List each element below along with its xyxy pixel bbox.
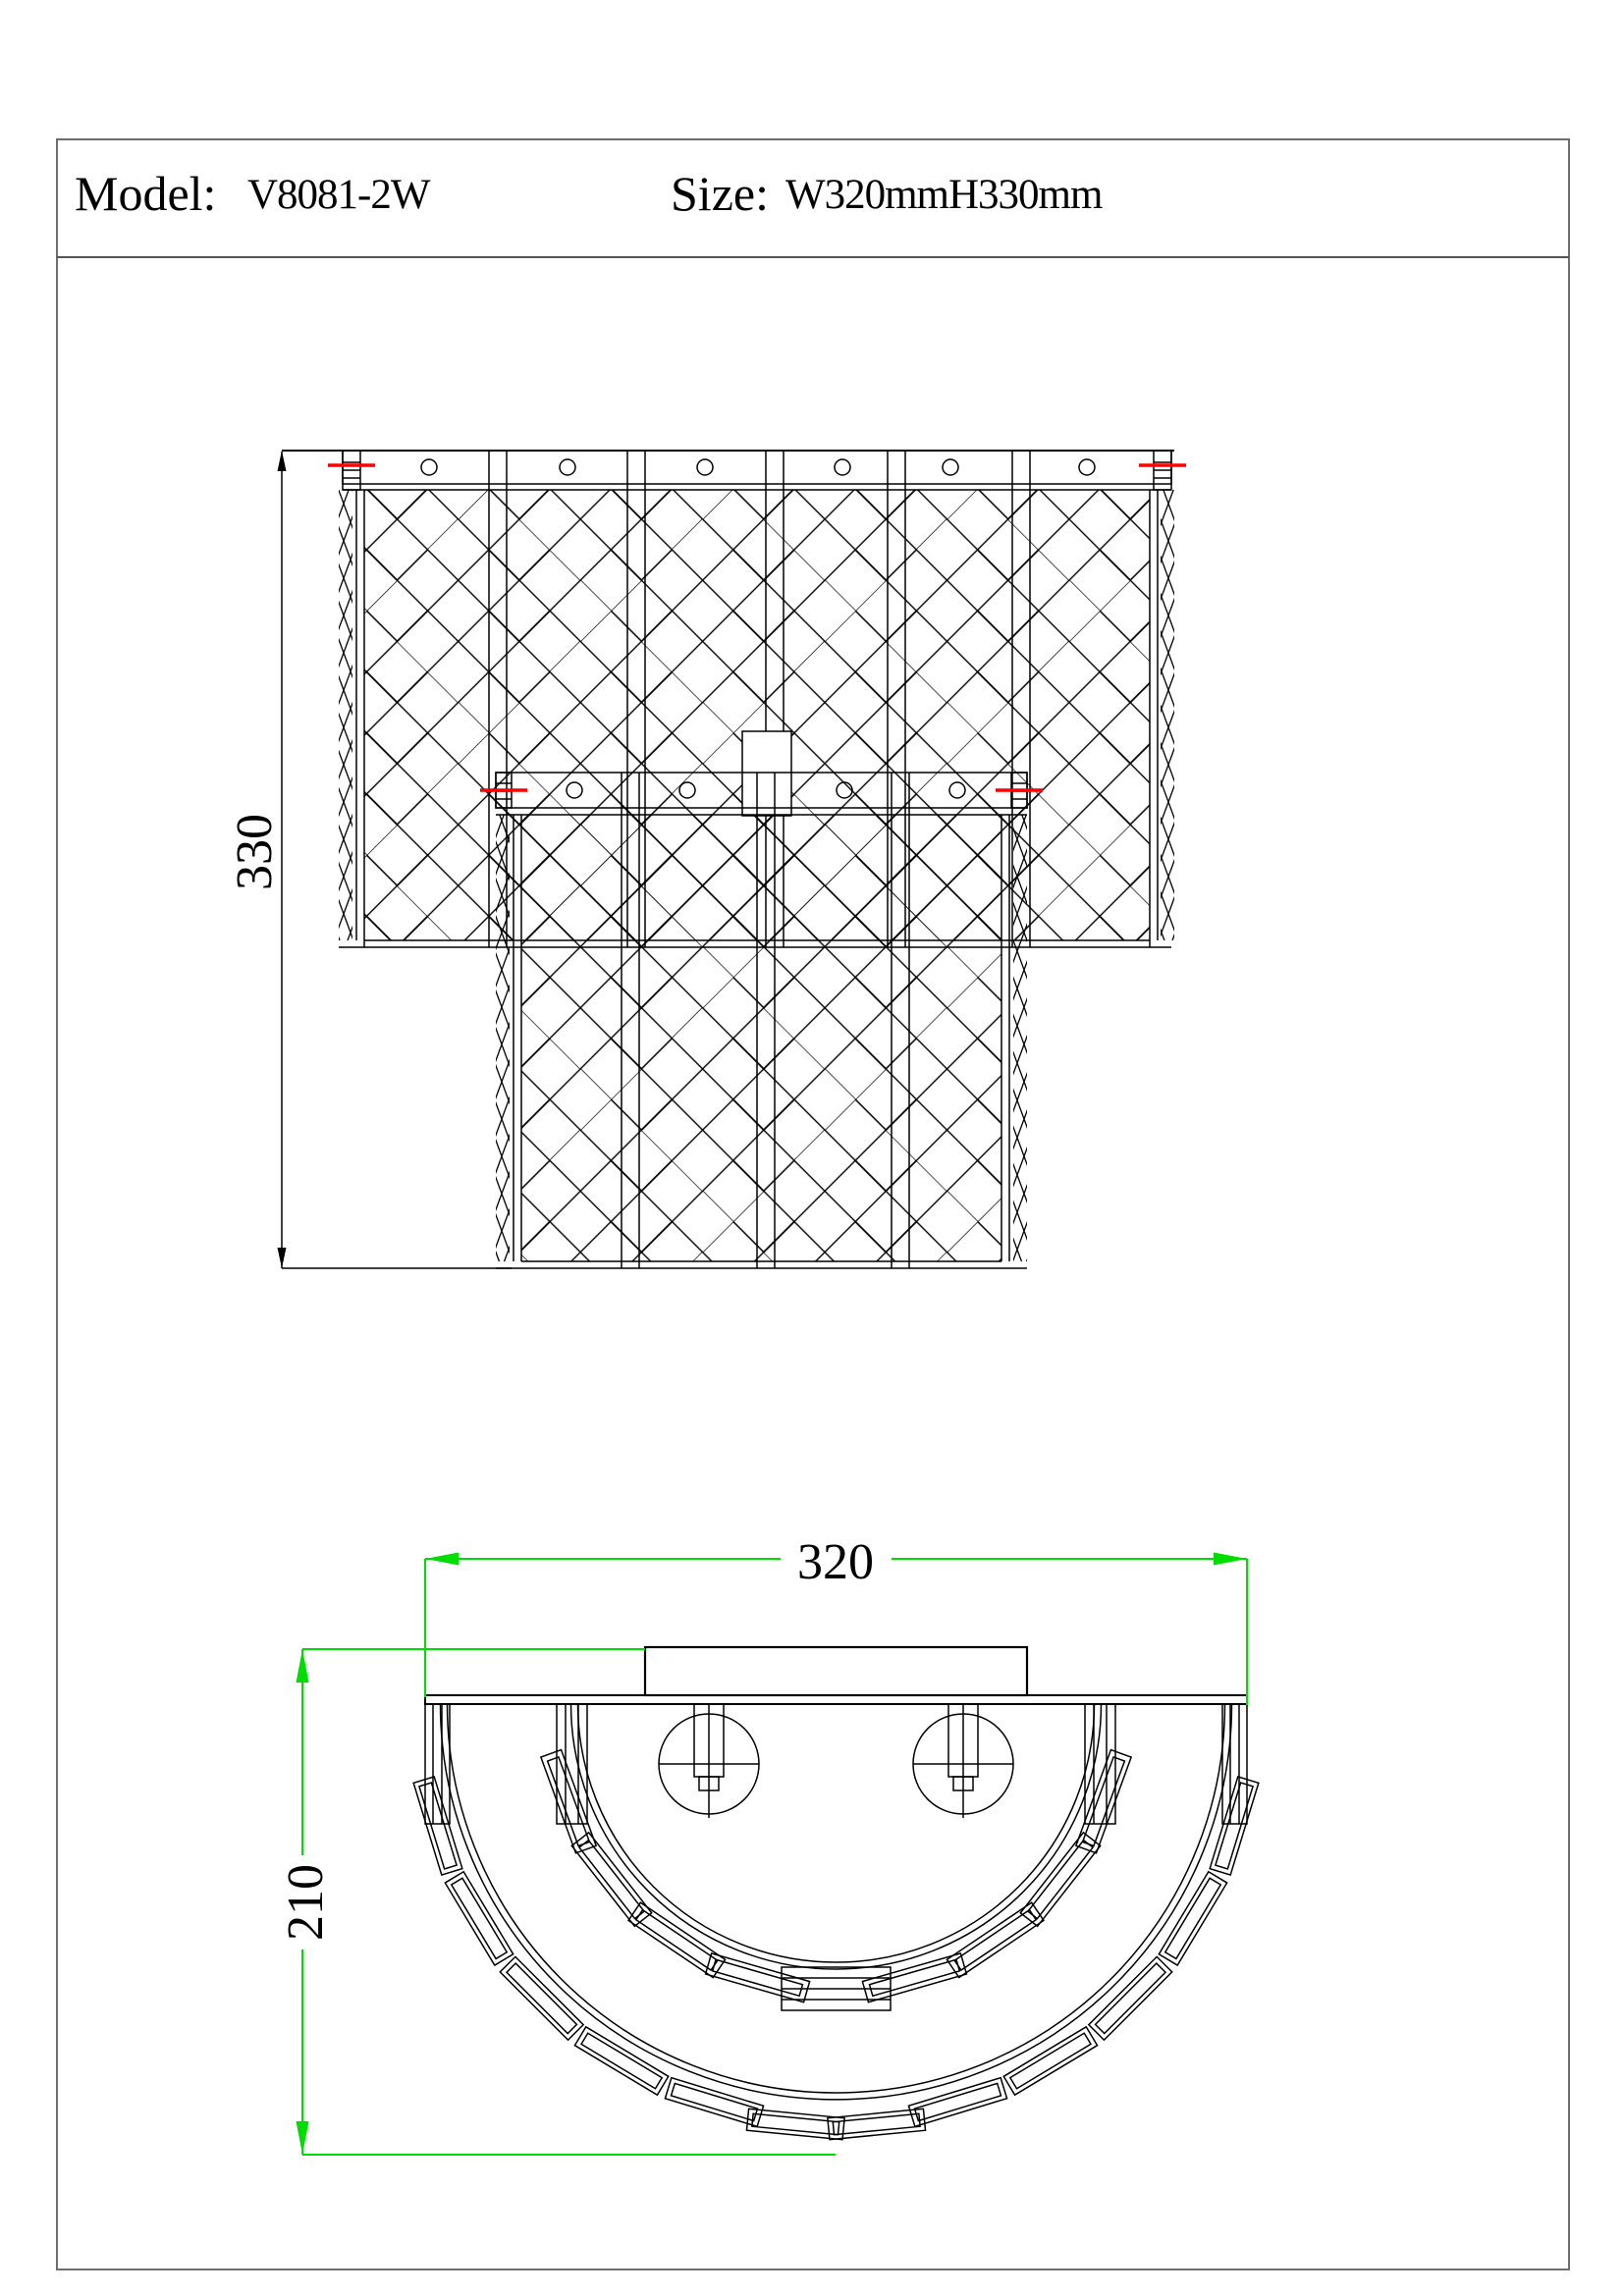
left-zigzag-edge-lower xyxy=(496,815,510,1261)
dim-210-text: 210 xyxy=(278,1864,334,1941)
outer-crystal-bars xyxy=(413,1777,1259,2140)
title-block xyxy=(75,166,1103,221)
crystal-bar xyxy=(628,1902,726,1977)
bottom-crystal xyxy=(782,1967,891,2010)
outer-arc-ring xyxy=(441,1704,1232,2100)
crystal-panel-pattern-lower xyxy=(521,815,1001,1261)
crystal-bar xyxy=(1210,1777,1259,1875)
top-rail xyxy=(425,1695,1247,1704)
green-dimensions xyxy=(297,1553,1248,2156)
lower-tier xyxy=(496,773,1027,1268)
crystal-bar xyxy=(413,1777,462,1875)
mount-holes-upper xyxy=(421,459,1095,475)
front-view xyxy=(227,451,1174,1268)
lamp-holder-right xyxy=(913,1704,1013,1818)
model-value: V8081-2W xyxy=(247,172,430,218)
size-value: W320mmH330mm xyxy=(785,172,1103,218)
inner-crystal-bars xyxy=(541,1750,1131,2002)
size-label: Size: xyxy=(671,166,769,221)
crystal-bar xyxy=(947,1902,1044,1977)
model-label: Model: xyxy=(75,166,217,221)
crystal-bar xyxy=(908,2078,1006,2127)
right-zigzag-edge-lower xyxy=(1013,815,1027,1261)
lamp-holder-left xyxy=(659,1704,759,1818)
dim-330-text: 330 xyxy=(227,814,283,890)
dim-320-text: 320 xyxy=(797,1534,874,1590)
right-zigzag-edge xyxy=(1161,490,1174,940)
crystal-bar xyxy=(665,2078,763,2127)
left-zigzag-edge xyxy=(339,490,352,940)
plan-view xyxy=(413,1647,1259,2140)
lamp-stem-box xyxy=(742,731,791,816)
mount-plate xyxy=(645,1647,1027,1695)
